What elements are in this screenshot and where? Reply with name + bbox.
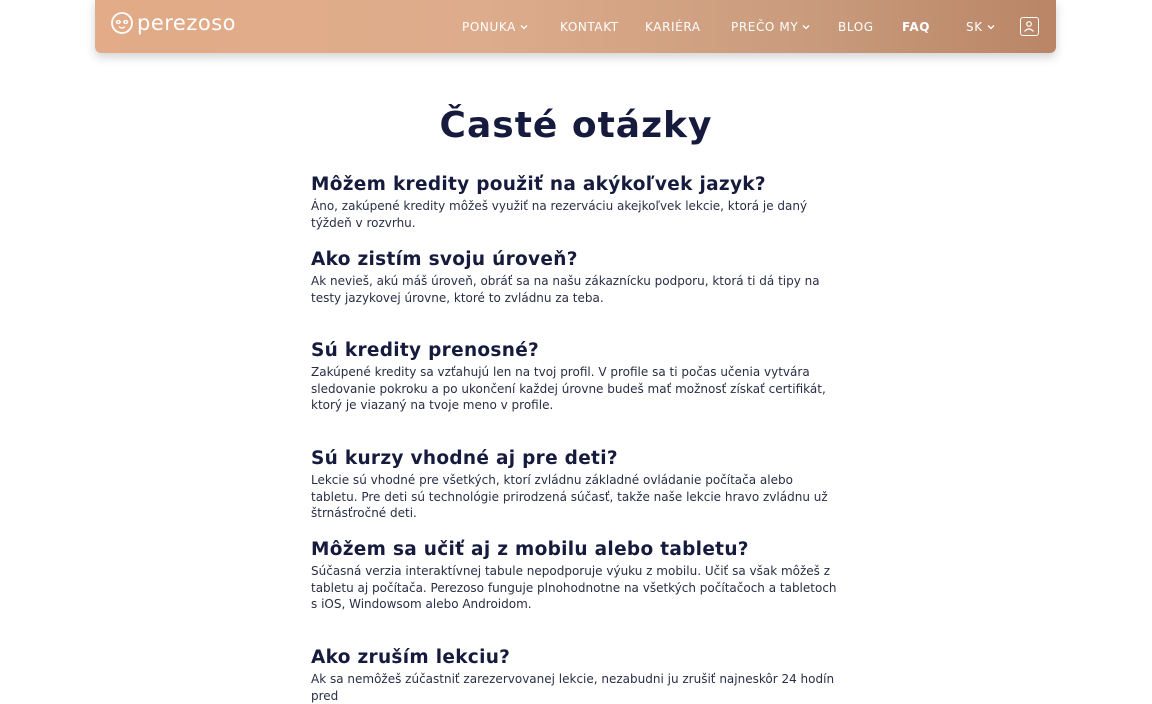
top-navbar	[95, 0, 1056, 53]
nav-label: PREČO MY	[731, 20, 799, 34]
user-account-button[interactable]	[1020, 17, 1039, 36]
faq-question: Môžem kredity použiť na akýkoľvek jazyk?	[311, 174, 766, 195]
faq-item	[311, 248, 841, 306]
brand-name: perezoso	[137, 11, 237, 35]
faq-item	[311, 646, 841, 704]
language-selector[interactable]	[966, 18, 995, 36]
faq-answer: Áno, zakúpené kredity môžeš využiť na rezerváciu akejkoľvek lekcie, ktorá je daný týždeň v rozvrhu.	[311, 199, 808, 230]
nav-label: BLOG	[838, 20, 874, 34]
logo[interactable]	[111, 12, 236, 34]
nav-item-kariera[interactable]	[645, 18, 701, 36]
nav-item-preco-my[interactable]	[731, 18, 810, 36]
faq-item	[311, 538, 841, 613]
nav-label: KONTAKT	[560, 20, 619, 34]
faq-question: Sú kredity prenosné?	[311, 340, 540, 361]
faq-question: Ako zistím svoju úroveň?	[311, 249, 578, 270]
faq-question: Sú kurzy vhodné aj pre deti?	[311, 448, 618, 469]
faq-answer: Ak sa nemôžeš zúčastniť zarezervovanej lekcie, nezabudni ju zrušiť najneskôr 24 hodín pred	[311, 672, 835, 703]
nav-item-faq[interactable]	[902, 18, 930, 36]
nav-label: PONUKA	[462, 20, 516, 34]
faq-item	[311, 173, 841, 231]
language-label: SK	[966, 20, 983, 34]
sloth-logo-icon	[111, 12, 133, 34]
user-profile-icon	[1023, 20, 1035, 32]
faq-answer: Súčasná verzia interaktívnej tabule nepodporuje výuku z mobilu. Učiť sa však môžeš z tabletu aj počítača. Perezoso funguje plnohodnotne na všetkých počítačoch a tabletoch s iOS, Windowsom alebo Androidom.	[311, 564, 837, 611]
nav-label: FAQ	[902, 20, 931, 34]
faq-answer: Zakúpené kredity sa vzťahujú len na tvoj profil. V profile sa ti počas učenia vytvára sledovanie pokroku a po ukončení každej úrovne budeš mať možnosť získať certifikát, ktorý je viazaný na tvoje meno v profile.	[311, 365, 826, 412]
chevron-down-icon	[987, 24, 995, 30]
faq-item	[311, 447, 841, 522]
nav-item-kontakt[interactable]	[560, 18, 619, 36]
nav-item-blog[interactable]	[838, 18, 874, 36]
faq-answer: Lekcie sú vhodné pre všetkých, ktorí zvládnu základné ovládanie počítača alebo tabletu. Pre deti sú technológie prirodzená súčasť, takže naše lekcie hravo zvládnu už štrnásťročné deti.	[311, 473, 828, 520]
page-title: Časté otázky	[439, 105, 713, 146]
chevron-down-icon	[802, 24, 810, 30]
nav-label: KARIÉRA	[645, 20, 701, 34]
chevron-down-icon	[520, 24, 528, 30]
faq-question: Môžem sa učiť aj z mobilu alebo tabletu?	[311, 539, 749, 560]
faq-answer: Ak nevieš, akú máš úroveň, obráť sa na našu zákaznícku podporu, ktorá ti dá tipy na testy jazykovej úrovne, ktoré to zvládnu za teba.	[311, 274, 820, 305]
faq-question: Ako zruším lekciu?	[311, 647, 511, 668]
nav-item-ponuka[interactable]	[462, 18, 528, 36]
faq-item	[311, 339, 841, 414]
